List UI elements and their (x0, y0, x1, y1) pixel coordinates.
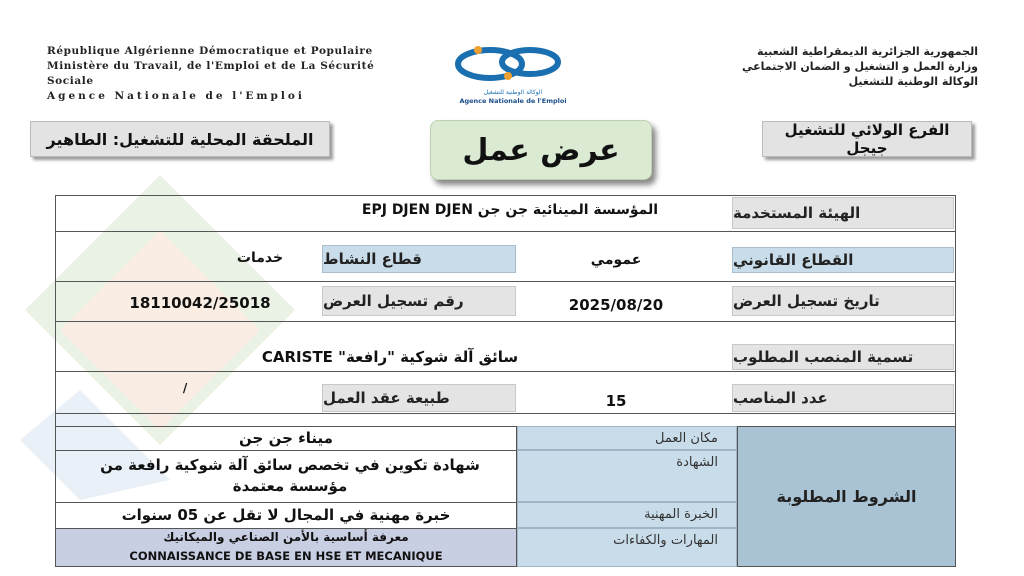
logo-text-ar: الوكالة الوطنية للتشغيل (483, 89, 543, 96)
positions-count-label: عدد المناصب (732, 384, 954, 412)
row-separator (55, 281, 956, 282)
employer-label: الهيئة المستخدمة (732, 197, 954, 229)
reg-number-value: 18110042/25018 (129, 294, 271, 312)
header-ar (598, 44, 978, 89)
reg-number-label: رقم تسجيل العرض (322, 286, 516, 316)
page-title: عرض عمل (430, 120, 652, 180)
legal-sector-value: عمومي (590, 252, 642, 268)
local-branch-label: الملحقة المحلية للتشغيل: الطاهير (30, 121, 330, 157)
experience-label: الخبرة المهنية (517, 502, 737, 528)
reg-date-value: 2025/08/20 (568, 296, 664, 314)
diploma-value: شهادة تكوين في تخصص سائق آلة شوكية رافعة من مؤسسة معتمدة (100, 456, 480, 495)
header-fr (47, 44, 417, 104)
header-ar-line2: وزارة العمل و التشغيل و الضمان الاجتماعي (742, 60, 978, 73)
row-separator (55, 413, 956, 414)
skills-label: المهارات والكفاءات (517, 528, 737, 567)
activity-sector-label: قطاع النشاط (322, 245, 516, 273)
contract-type-value: / (182, 381, 188, 395)
header-fr-line2: Ministère du Travail, de l'Emploi et de La Sécurité Sociale (47, 60, 375, 87)
conditions-title: الشروط المطلوبة (776, 487, 917, 506)
position-value: سائق آلة شوكية "رافعة" CARISTE (261, 348, 519, 366)
reg-date-label: تاريخ تسجيل العرض (732, 286, 954, 316)
workplace-label: مكان العمل (517, 426, 737, 450)
conditions-title-cell (737, 426, 956, 567)
position-label: تسمية المنصب المطلوب (732, 344, 954, 370)
contract-type-label: طبيعة عقد العمل (322, 384, 516, 412)
header-ar-line3: الوكالة الوطنية للتشغيل (848, 75, 978, 88)
logo-text-fr: Agence Nationale de l'Emploi (459, 97, 567, 105)
workplace-value: ميناء جن جن (239, 428, 333, 447)
row-separator (55, 231, 956, 232)
anem-logo-icon (448, 40, 578, 88)
experience-value: خبرة مهنية في المجال لا تقل عن 05 سنوات (121, 505, 451, 524)
positions-count-value: 15 (605, 392, 627, 410)
wilaya-branch-label: الفرع الولائي للتشغيل جيجل (762, 121, 972, 157)
header-ar-line1: الجمهورية الجزائرية الديمقراطية الشعبية (757, 45, 978, 58)
activity-sector-value: خدمات (236, 250, 284, 266)
legal-sector-label: القطاع القانوني (732, 247, 954, 273)
row-separator (55, 371, 956, 372)
anem-logo (448, 40, 578, 108)
skills-value-ar: معرفة أساسية بالأمن الصناعي والميكانيك (163, 530, 409, 544)
diploma-label: الشهادة (517, 450, 737, 502)
header-fr-line1: République Algérienne Démocratique et Populaire (47, 45, 373, 57)
skills-value-fr: CONNAISSANCE DE BASE EN HSE ET MECANIQUE (129, 549, 443, 563)
header-fr-line3: Agence Nationale de l'Emploi (47, 90, 305, 102)
employer-value: المؤسسة المينائية جن جن EPJ DJEN DJEN (361, 202, 659, 218)
row-separator (55, 321, 956, 322)
